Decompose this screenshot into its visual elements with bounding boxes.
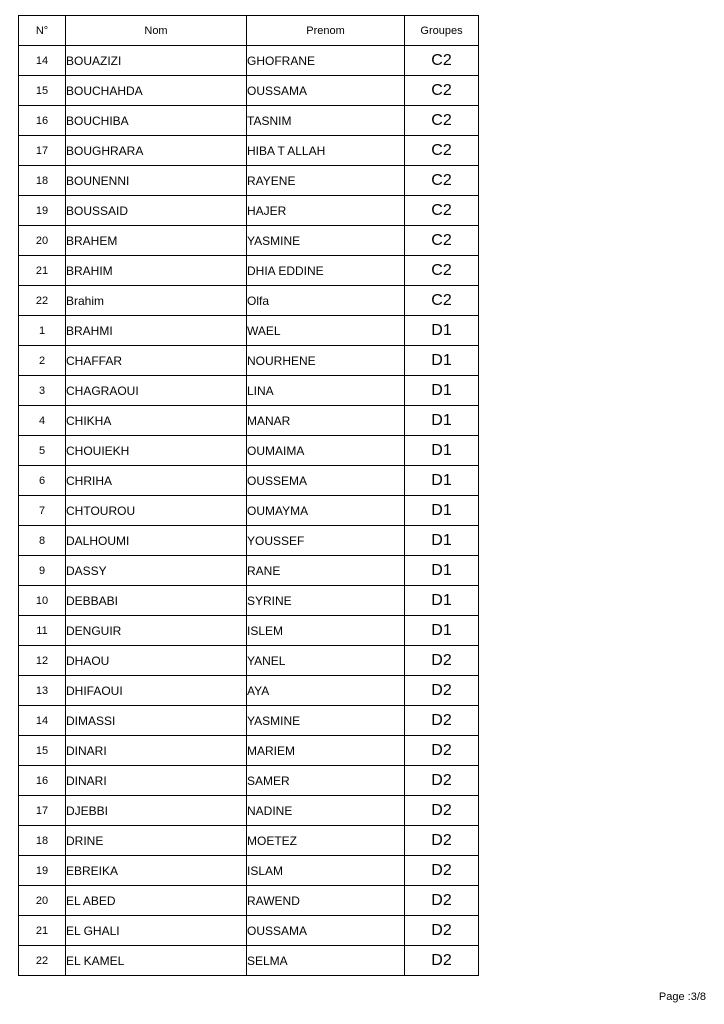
- first-name-cell: MOETEZ: [247, 826, 405, 856]
- table-row: [19, 496, 479, 526]
- row-number-cell: 11: [19, 616, 66, 646]
- first-name-cell: SAMER: [247, 766, 405, 796]
- row-number-cell: 20: [19, 886, 66, 916]
- first-name-cell: RAYENE: [247, 166, 405, 196]
- group-cell: C2: [405, 166, 479, 196]
- table-row: [19, 466, 479, 496]
- row-number-cell: 22: [19, 946, 66, 976]
- row-number-cell: 16: [19, 766, 66, 796]
- row-number-cell: 17: [19, 136, 66, 166]
- first-name-cell: ISLEM: [247, 616, 405, 646]
- group-cell: C2: [405, 136, 479, 166]
- first-name-cell: NOURHENE: [247, 346, 405, 376]
- group-cell: D1: [405, 466, 479, 496]
- table-row: [19, 106, 479, 136]
- row-number-cell: 12: [19, 646, 66, 676]
- group-cell: D1: [405, 406, 479, 436]
- column-header-prenom: Prenom: [247, 16, 405, 46]
- column-header-nom: Nom: [66, 16, 247, 46]
- group-cell: D2: [405, 646, 479, 676]
- table-row: [19, 166, 479, 196]
- table-row: [19, 676, 479, 706]
- last-name-cell: BOUCHAHDA: [66, 76, 247, 106]
- table-row: [19, 46, 479, 76]
- row-number-cell: 3: [19, 376, 66, 406]
- group-cell: C2: [405, 196, 479, 226]
- table-body: [19, 46, 479, 976]
- group-cell: D1: [405, 496, 479, 526]
- table-row: [19, 616, 479, 646]
- last-name-cell: CHIKHA: [66, 406, 247, 436]
- group-cell: D1: [405, 616, 479, 646]
- row-number-cell: 17: [19, 796, 66, 826]
- table-row: [19, 136, 479, 166]
- first-name-cell: SELMA: [247, 946, 405, 976]
- first-name-cell: MANAR: [247, 406, 405, 436]
- last-name-cell: CHRIHA: [66, 466, 247, 496]
- row-number-cell: 14: [19, 706, 66, 736]
- group-cell: C2: [405, 286, 479, 316]
- table-row: [19, 526, 479, 556]
- first-name-cell: OUSSEMA: [247, 466, 405, 496]
- first-name-cell: NADINE: [247, 796, 405, 826]
- table-row: [19, 916, 479, 946]
- group-cell: D2: [405, 916, 479, 946]
- group-cell: D1: [405, 556, 479, 586]
- last-name-cell: DALHOUMI: [66, 526, 247, 556]
- group-cell: D2: [405, 676, 479, 706]
- first-name-cell: OUMAYMA: [247, 496, 405, 526]
- last-name-cell: BOUSSAID: [66, 196, 247, 226]
- last-name-cell: Brahim: [66, 286, 247, 316]
- table-row: [19, 646, 479, 676]
- table-row: [19, 76, 479, 106]
- column-header-num: N°: [19, 16, 66, 46]
- group-cell: D2: [405, 766, 479, 796]
- group-cell: C2: [405, 226, 479, 256]
- table-row: [19, 286, 479, 316]
- table-row: [19, 796, 479, 826]
- student-roster-table: [18, 15, 479, 976]
- first-name-cell: ISLAM: [247, 856, 405, 886]
- group-cell: C2: [405, 46, 479, 76]
- row-number-cell: 19: [19, 196, 66, 226]
- row-number-cell: 21: [19, 256, 66, 286]
- group-cell: C2: [405, 76, 479, 106]
- table-row: [19, 196, 479, 226]
- table-row: [19, 856, 479, 886]
- group-cell: D2: [405, 796, 479, 826]
- last-name-cell: CHAGRAOUI: [66, 376, 247, 406]
- group-cell: D1: [405, 316, 479, 346]
- group-cell: D1: [405, 586, 479, 616]
- first-name-cell: YASMINE: [247, 706, 405, 736]
- first-name-cell: MARIEM: [247, 736, 405, 766]
- last-name-cell: DJEBBI: [66, 796, 247, 826]
- row-number-cell: 6: [19, 466, 66, 496]
- table-row: [19, 436, 479, 466]
- first-name-cell: SYRINE: [247, 586, 405, 616]
- last-name-cell: EBREIKA: [66, 856, 247, 886]
- first-name-cell: OUSSAMA: [247, 916, 405, 946]
- group-cell: C2: [405, 256, 479, 286]
- row-number-cell: 18: [19, 166, 66, 196]
- last-name-cell: DHIFAOUI: [66, 676, 247, 706]
- first-name-cell: GHOFRANE: [247, 46, 405, 76]
- row-number-cell: 15: [19, 76, 66, 106]
- table-row: [19, 376, 479, 406]
- row-number-cell: 13: [19, 676, 66, 706]
- row-number-cell: 20: [19, 226, 66, 256]
- row-number-cell: 19: [19, 856, 66, 886]
- last-name-cell: DRINE: [66, 826, 247, 856]
- table-row: [19, 316, 479, 346]
- first-name-cell: RANE: [247, 556, 405, 586]
- first-name-cell: YANEL: [247, 646, 405, 676]
- last-name-cell: DINARI: [66, 766, 247, 796]
- group-cell: D2: [405, 946, 479, 976]
- row-number-cell: 10: [19, 586, 66, 616]
- group-cell: D1: [405, 376, 479, 406]
- last-name-cell: EL ABED: [66, 886, 247, 916]
- row-number-cell: 14: [19, 46, 66, 76]
- first-name-cell: HAJER: [247, 196, 405, 226]
- row-number-cell: 5: [19, 436, 66, 466]
- first-name-cell: OUMAIMA: [247, 436, 405, 466]
- group-cell: D2: [405, 826, 479, 856]
- table-row: [19, 226, 479, 256]
- row-number-cell: 7: [19, 496, 66, 526]
- last-name-cell: BOUGHRARA: [66, 136, 247, 166]
- table-header-row: [19, 16, 479, 46]
- table-row: [19, 736, 479, 766]
- first-name-cell: WAEL: [247, 316, 405, 346]
- table-row: [19, 826, 479, 856]
- group-cell: D2: [405, 856, 479, 886]
- first-name-cell: TASNIM: [247, 106, 405, 136]
- group-cell: C2: [405, 106, 479, 136]
- last-name-cell: CHTOUROU: [66, 496, 247, 526]
- row-number-cell: 22: [19, 286, 66, 316]
- table-row: [19, 346, 479, 376]
- last-name-cell: BOUCHIBA: [66, 106, 247, 136]
- last-name-cell: DIMASSI: [66, 706, 247, 736]
- last-name-cell: BRAHMI: [66, 316, 247, 346]
- first-name-cell: OUSSAMA: [247, 76, 405, 106]
- row-number-cell: 16: [19, 106, 66, 136]
- group-cell: D1: [405, 526, 479, 556]
- last-name-cell: DENGUIR: [66, 616, 247, 646]
- first-name-cell: HIBA T ALLAH: [247, 136, 405, 166]
- last-name-cell: DASSY: [66, 556, 247, 586]
- last-name-cell: DEBBABI: [66, 586, 247, 616]
- first-name-cell: YASMINE: [247, 226, 405, 256]
- last-name-cell: DHAOU: [66, 646, 247, 676]
- table-row: [19, 556, 479, 586]
- group-cell: D2: [405, 706, 479, 736]
- last-name-cell: BOUNENNI: [66, 166, 247, 196]
- page-number: Page :3/8: [658, 991, 706, 1003]
- group-cell: D2: [405, 886, 479, 916]
- row-number-cell: 2: [19, 346, 66, 376]
- row-number-cell: 1: [19, 316, 66, 346]
- last-name-cell: CHAFFAR: [66, 346, 247, 376]
- row-number-cell: 21: [19, 916, 66, 946]
- first-name-cell: RAWEND: [247, 886, 405, 916]
- first-name-cell: DHIA EDDINE: [247, 256, 405, 286]
- first-name-cell: LINA: [247, 376, 405, 406]
- table-row: [19, 256, 479, 286]
- table-row: [19, 946, 479, 976]
- group-cell: D1: [405, 436, 479, 466]
- last-name-cell: DINARI: [66, 736, 247, 766]
- row-number-cell: 18: [19, 826, 66, 856]
- row-number-cell: 9: [19, 556, 66, 586]
- last-name-cell: BRAHIM: [66, 256, 247, 286]
- table-row: [19, 766, 479, 796]
- first-name-cell: AYA: [247, 676, 405, 706]
- table-row: [19, 406, 479, 436]
- row-number-cell: 15: [19, 736, 66, 766]
- last-name-cell: EL KAMEL: [66, 946, 247, 976]
- last-name-cell: BRAHEM: [66, 226, 247, 256]
- group-cell: D1: [405, 346, 479, 376]
- table-row: [19, 706, 479, 736]
- last-name-cell: BOUAZIZI: [66, 46, 247, 76]
- first-name-cell: Olfa: [247, 286, 405, 316]
- column-header-groupes: Groupes: [405, 16, 479, 46]
- last-name-cell: EL GHALI: [66, 916, 247, 946]
- group-cell: D2: [405, 736, 479, 766]
- row-number-cell: 8: [19, 526, 66, 556]
- last-name-cell: CHOUIEKH: [66, 436, 247, 466]
- first-name-cell: YOUSSEF: [247, 526, 405, 556]
- table-row: [19, 586, 479, 616]
- row-number-cell: 4: [19, 406, 66, 436]
- table-row: [19, 886, 479, 916]
